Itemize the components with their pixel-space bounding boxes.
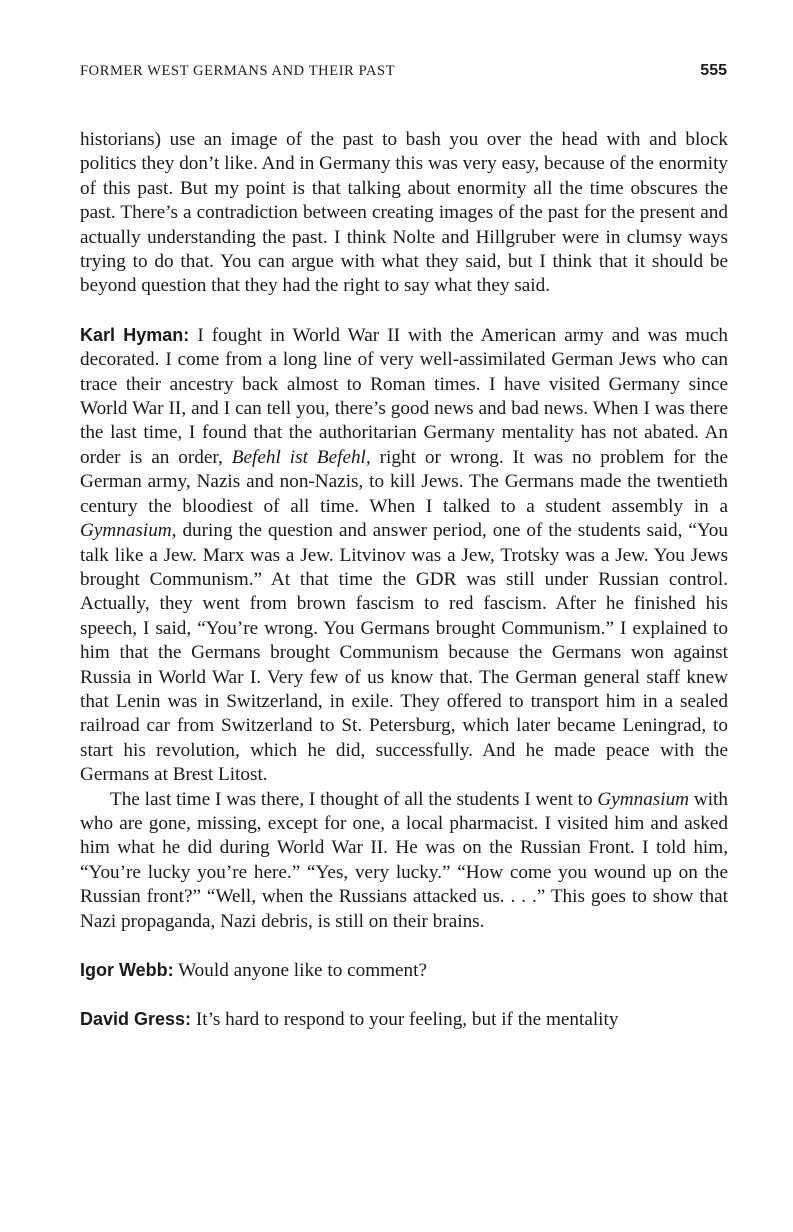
paragraph-continuation: historians) use an image of the past to bash you over the head with and block politics they don’t like. And in Germany this was very easy, because of the enormity of this past. But my point is that talking about enormity all the time obscures the past. There’s a contradiction between creating images of the past for the present and actually understanding the past. I think Nolte and Hillgruber were in clumsy ways trying to do that. You can argue with what they said, but I think that it should be beyond question that they had the right to say what they said. [80,129,728,297]
speaker-name: Karl Hyman: [80,324,190,345]
paragraph-webb [80,958,728,983]
paragraph-text: The last time I was there, I thought of all the students I went to [110,788,598,810]
page-number: 555 [700,62,727,79]
paragraph-hyman-1 [80,323,728,788]
paragraph-text: Would anyone like to comment? [173,960,427,981]
paragraph-text: during the question and answer period, one of the students said, “You talk like a Jew. Marx was a Jew. Litvinov was a Jew, Trotsky was a Jew. You Jews brought Communism.” At that time the GDR was still under Russian control. Actually, they went from brown fascism to red fascism. After he finished his speech, I said, “You’re wrong. You Germans brought Communism.” I explained to him that the Germans brought Communism because the Germans won against Russia in World War I. Very few of us know that. The German general staff knew that Lenin was in Switzerland, in exile. They offered to transport him in a sealed railroad car from Switzerland to St. Petersburg, which later became Leningrad, to start his revolution, which he did, successfully. And he made peace with the Germans at Brest Litost. [80,520,728,786]
body-text [80,128,728,1033]
paragraph-text: I fought in World War II with the American army and was much decorated. I come from a long line of very well-assimilated German Jews who can trace their ancestry back almost to Roman times. I have visited Germany since World War II, and I can tell you, there’s good news and bad news. When I was there the last time, I found that the authoritarian Germany mentality has not abated. An order is an order, [80,324,728,468]
paragraph-text: It’s hard to respond to your feeling, but if the mentality [191,1009,619,1031]
paragraph-hyman-2 [80,788,728,934]
running-head [80,62,727,84]
running-title: FORMER WEST GERMANS AND THEIR PAST [80,63,396,79]
italic-phrase: Gymnasium, [80,520,177,542]
paragraph-gress [80,1007,728,1032]
speaker-name: Igor Webb: [80,960,174,980]
paragraph-text: with who are gone, missing, except for one, a local pharmacist. I visited him and asked him what he did during World War II. He was on the Russian Front. I told him, “You’re lucky you’re here.” “Yes, very lucky.” “How come you wound up on the Russian front?” “Well, when the Russians attacked us. . . .” This goes to show that Nazi propaganda, Nazi debris, is still on their brains. [80,788,728,932]
italic-phrase: Befehl ist Befehl, [231,446,371,468]
italic-phrase: Gymnasium [597,788,690,810]
speaker-name: David Gress: [80,1009,192,1030]
paragraph-text: right or wrong. It was no problem for the German army, Nazis and non-Nazis, to kill Jews. The Germans made the twentieth century the bloodiest of all time. When I talked to a student assembly in a [80,446,728,517]
